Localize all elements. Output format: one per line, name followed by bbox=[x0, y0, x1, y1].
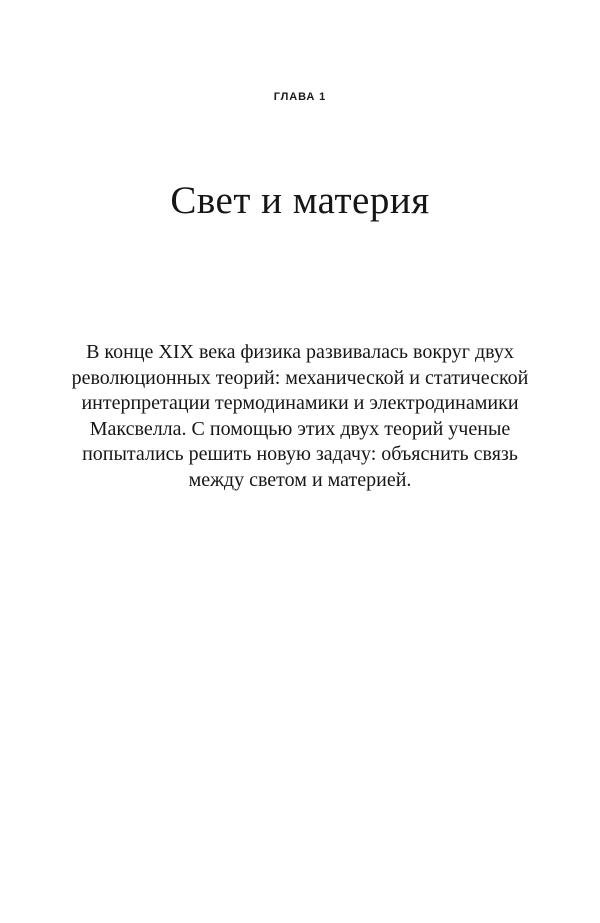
chapter-paragraph bbox=[58, 340, 542, 493]
paragraph-line: между светом и материей. bbox=[188, 468, 412, 491]
chapter-title: Свет и материя bbox=[170, 179, 430, 222]
paragraph-line: В конце XIX века физика развивалась вокруг двух bbox=[86, 341, 514, 363]
paragraph-line: интерпретации термодинамики и электродинамики bbox=[81, 392, 519, 414]
paragraph-line: Максвелла. С помощью этих двух теорий ученые bbox=[89, 417, 511, 440]
paragraph-line: попытались решить новую задачу: объяснить связь bbox=[82, 443, 518, 465]
chapter-label: ГЛАВА 1 bbox=[273, 91, 327, 103]
paragraph-line: революционных теорий: механической и статической bbox=[71, 366, 529, 389]
